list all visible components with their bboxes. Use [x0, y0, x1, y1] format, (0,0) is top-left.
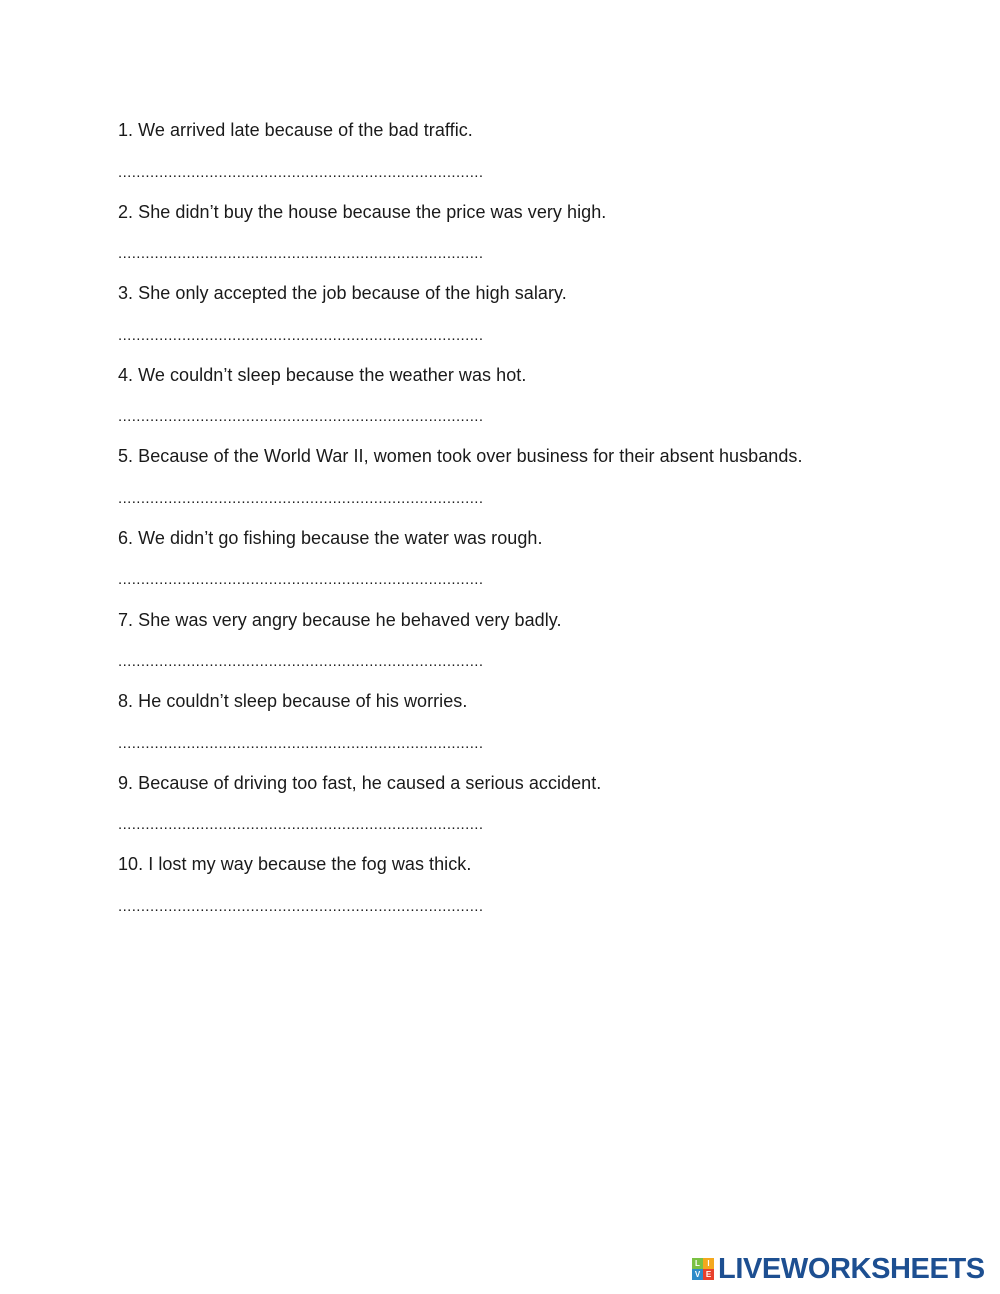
answer-field[interactable]: [118, 568, 552, 592]
question-text: 3. She only accepted the job because of the high salary.: [118, 283, 567, 304]
answer-field[interactable]: [118, 650, 552, 674]
question-2: [118, 198, 938, 280]
logo-mark-v: V: [692, 1269, 703, 1280]
liveworksheets-logo: [692, 1254, 985, 1284]
question-text: 2. She didn’t buy the house because the price was very high.: [118, 201, 607, 222]
answer-field[interactable]: [118, 813, 552, 837]
question-text: 4. We couldn’t sleep because the weather was hot.: [118, 364, 527, 385]
answer-field[interactable]: [118, 486, 552, 510]
answer-field[interactable]: [118, 731, 552, 755]
question-10: [118, 850, 938, 932]
logo-text: LIVEWORKSHEETS: [718, 1252, 985, 1285]
question-7: [118, 606, 938, 688]
answer-field[interactable]: [118, 242, 552, 266]
question-6: [118, 524, 938, 606]
question-9: [118, 769, 938, 851]
logo-mark-icon: [692, 1258, 714, 1280]
worksheet: [118, 116, 938, 932]
question-1: [118, 116, 938, 198]
answer-field[interactable]: [118, 894, 552, 918]
question-text: 5. Because of the World War II, women took over business for their absent husbands.: [118, 446, 803, 467]
question-8: [118, 687, 938, 769]
answer-field[interactable]: [118, 160, 552, 184]
answer-field[interactable]: [118, 405, 552, 429]
question-text: 10. I lost my way because the fog was thick.: [118, 854, 472, 875]
logo-mark-i: I: [703, 1258, 714, 1269]
question-text: 9. Because of driving too fast, he caused a serious accident.: [118, 772, 602, 793]
question-4: [118, 361, 938, 443]
logo-mark-l: L: [692, 1258, 703, 1269]
logo-mark-e: E: [703, 1269, 714, 1280]
question-text: 8. He couldn’t sleep because of his worries.: [118, 691, 468, 712]
question-text: 1. We arrived late because of the bad traffic.: [118, 120, 473, 140]
question-5: [118, 442, 938, 524]
question-text: 6. We didn’t go fishing because the water was rough.: [118, 527, 543, 548]
answer-field[interactable]: [118, 323, 552, 347]
question-3: [118, 279, 938, 361]
question-text: 7. She was very angry because he behaved very badly.: [118, 609, 562, 630]
